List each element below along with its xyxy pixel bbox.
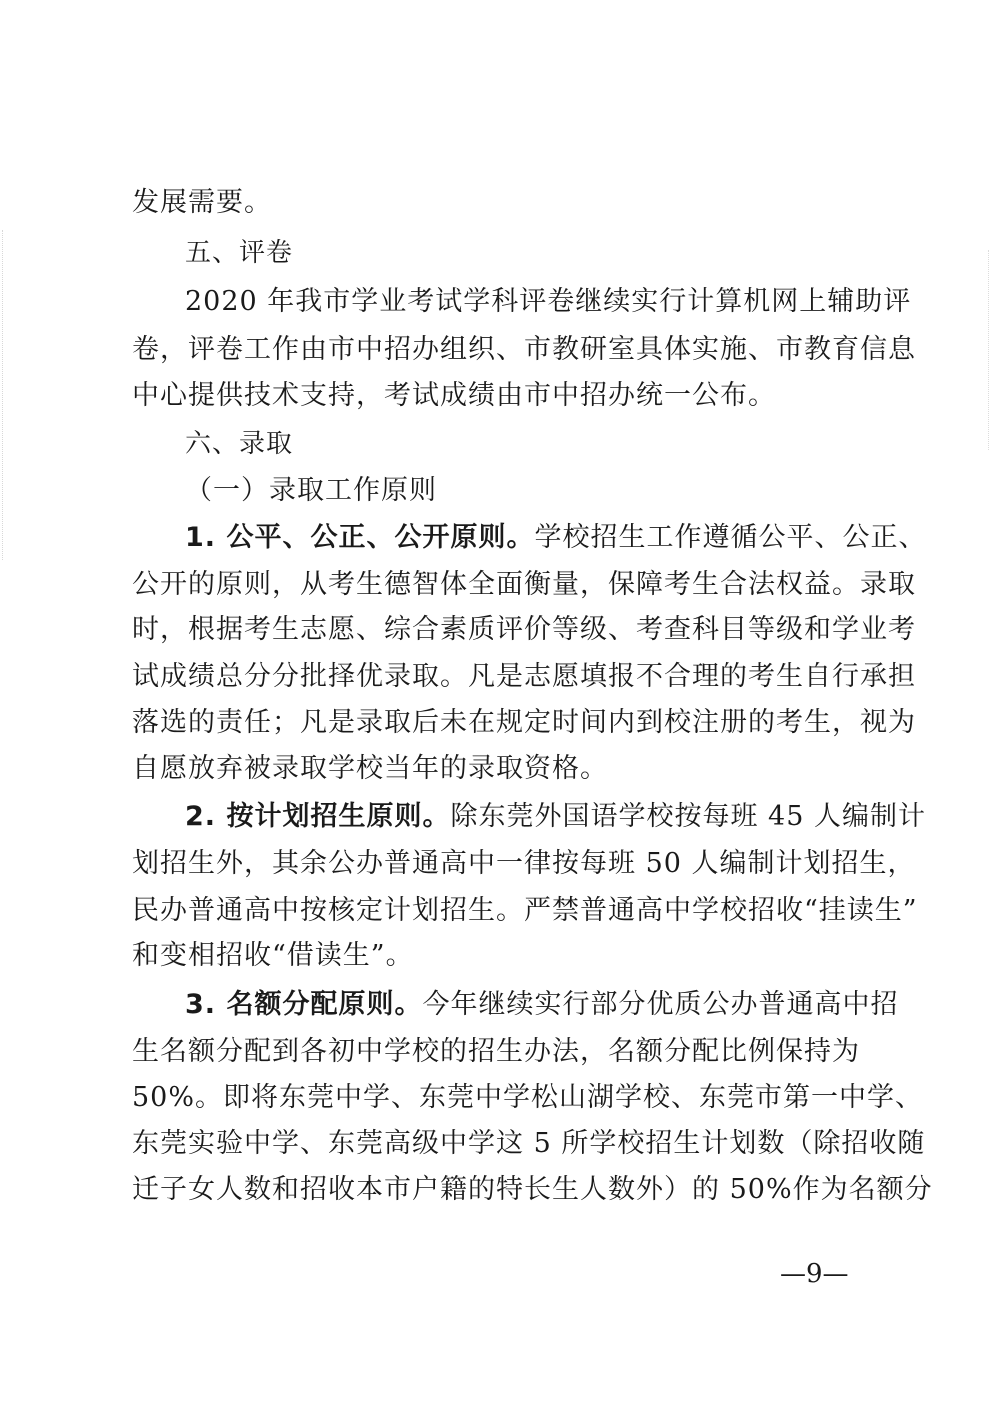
text-line: 50%。即将东莞中学、东莞中学松山湖学校、东莞市第一中学、 xyxy=(132,1082,924,1113)
text-line: 迁子女人数和招收本市户籍的特长生人数外）的 50%作为名额分 xyxy=(132,1174,933,1205)
paragraph-quota-first-line xyxy=(185,983,899,1027)
section-heading-grading: 五、评卷 xyxy=(185,238,294,268)
text-run: 除东莞外国语学校按每班 45 人编制计 xyxy=(450,801,926,832)
scan-edge-left xyxy=(2,230,4,560)
text-line: 生名额分配到各初中学校的招生办法，名额分配比例保持为 xyxy=(132,1036,860,1067)
text-line: 卷，评卷工作由市中招办组织、市教研室具体实施、市教育信息 xyxy=(132,334,916,365)
subsection-heading-principles: （一）录取工作原则 xyxy=(185,475,437,506)
text-line: 试成绩总分分批择优录取。凡是志愿填报不合理的考生自行承担 xyxy=(132,661,916,692)
text-line: 和变相招收“借读生”。 xyxy=(132,940,414,971)
principle-title-fairness: 1. 公平、公正、公开原则。 xyxy=(185,522,535,553)
text-line: 东莞实验中学、东莞高级中学这 5 所学校招生计划数（除招收随 xyxy=(132,1128,926,1159)
text-line: 公开的原则，从考生德智体全面衡量，保障考生合法权益。录取 xyxy=(132,569,916,600)
page-number: —9— xyxy=(780,1259,849,1289)
text-line: 发展需要。 xyxy=(132,187,272,218)
section-heading-admission: 六、录取 xyxy=(185,429,294,459)
text-run: 学校招生工作遵循公平、公正、 xyxy=(534,522,927,553)
text-run: 今年继续实行部分优质公办普通高中招 xyxy=(422,989,899,1020)
principle-title-plan: 2. 按计划招生原则。 xyxy=(185,801,451,832)
text-line: 划招生外，其余公办普通高中一律按每班 50 人编制计划招生， xyxy=(132,848,916,879)
text-line: 时，根据考生志愿、综合素质评价等级、考查科目等级和学业考 xyxy=(132,614,916,645)
paragraph-plan-first-line xyxy=(185,795,926,839)
paragraph-fairness-first-line xyxy=(185,516,927,560)
text-line: 落选的责任；凡是录取后未在规定时间内到校注册的考生，视为 xyxy=(132,707,916,738)
scan-edge-right xyxy=(988,250,990,450)
text-line: 中心提供技术支持，考试成绩由市中招办统一公布。 xyxy=(132,380,776,411)
text-line: 2020 年我市学业考试学科评卷继续实行计算机网上辅助评 xyxy=(185,286,912,317)
principle-title-quota: 3. 名额分配原则。 xyxy=(185,989,423,1020)
text-line: 自愿放弃被录取学校当年的录取资格。 xyxy=(132,753,608,784)
text-line: 民办普通高中按核定计划招生。严禁普通高中学校招收“挂读生” xyxy=(132,895,918,926)
